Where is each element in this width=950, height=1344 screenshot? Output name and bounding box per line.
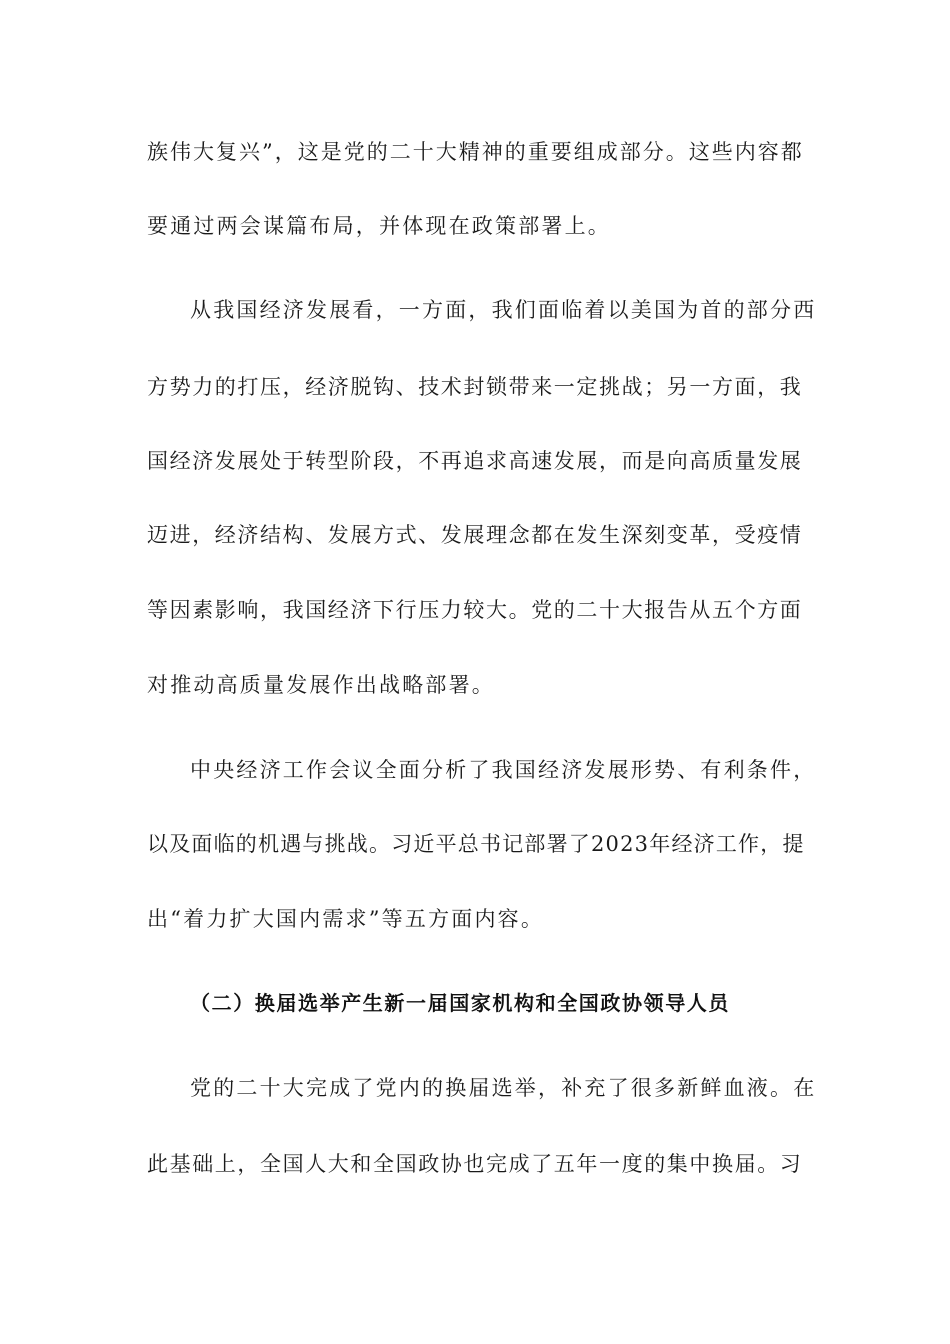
paragraph-line: 等因素影响，我国经济下行压力较大。党的二十大报告从五个方面: [147, 598, 803, 622]
paragraph-line: 国经济发展处于转型阶段，不再追求高速发展，而是向高质量发展: [147, 449, 803, 473]
paragraph-line: 党的二十大完成了党内的换届选举，补充了很多新鲜血液。在: [190, 1076, 817, 1100]
paragraph-line: 此基础上，全国人大和全国政协也完成了五年一度的集中换届。习: [147, 1152, 803, 1176]
section-heading: （二）换届选举产生新一届国家机构和全国政协领导人员: [190, 991, 730, 1015]
paragraph-line: 方势力的打压，经济脱钩、技术封锁带来一定挑战；另一方面，我: [147, 375, 803, 399]
paragraph-line: 对推动高质量发展作出战略部署。: [147, 673, 495, 697]
paragraph-line: 从我国经济发展看，一方面，我们面临着以美国为首的部分西: [190, 298, 817, 322]
paragraph-line: 以及面临的机遇与挑战。习近平总书记部署了2023年经济工作，提: [147, 832, 805, 856]
paragraph-line: 族伟大复兴”，这是党的二十大精神的重要组成部分。这些内容都: [147, 140, 804, 164]
paragraph-line: 迈进，经济结构、发展方式、发展理念都在发生深刻变革，受疫情: [147, 523, 803, 547]
paragraph-line: 要通过两会谋篇布局，并体现在政策部署上。: [147, 214, 611, 238]
paragraph-line: 中央经济工作会议全面分析了我国经济发展形势、有利条件，: [190, 758, 817, 782]
paragraph-line: 出“着力扩大国内需求”等五方面内容。: [147, 907, 545, 931]
